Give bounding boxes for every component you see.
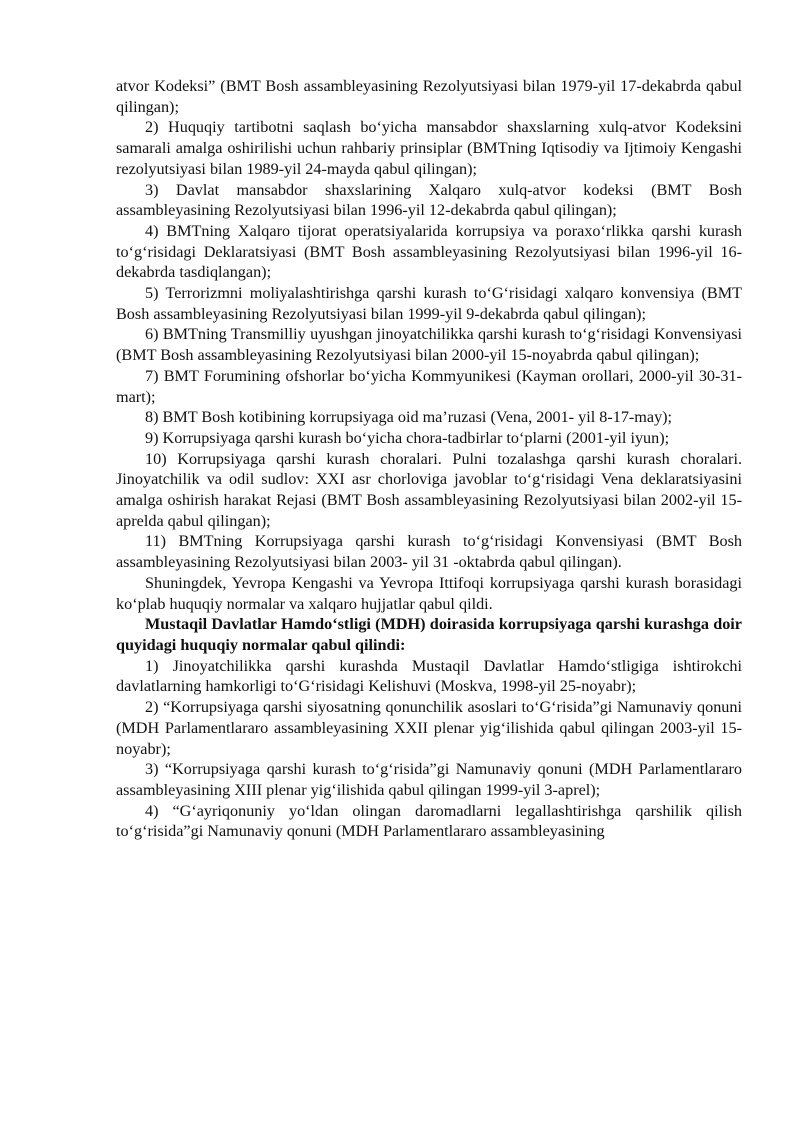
cis-list-item-3: 3) “Korrupsiyaga qarshi kurash to‘g‘risida”gi Namunaviy qonuni (MDH Parlamentlararo assambleyasining XIII plenar yig‘ilishida qabul qilingan 1999-yil 3-aprel); [116, 760, 742, 799]
list-item-4: 4) BMTning Xalqaro tijorat operatsiyalarida korrupsiya va poraxo‘rlikka qarshi kurash to‘g‘risidagi Deklaratsiyasi (BMT Bosh assambleyasining Rezolyutsiyasi bilan 1996-yil 16-dekabrda tasdiqlangan); [116, 221, 742, 282]
list-item-8: 8) BMT Bosh kotibining korrupsiyaga oid ma’ruzasi (Vena, 2001- yil 8-17-may); [145, 408, 673, 427]
document-page [116, 76, 742, 842]
cis-list-item-2: 2) “Korrupsiyaga qarshi siyosatning qonunchilik asoslari to‘G‘risida”gi Namunaviy qonuni (MDH Parlamentlararo assambleyasining XXII plenar yig‘ilishida qabul qilingan 2003-yil 15- noyabr); [116, 698, 742, 758]
cis-list-item-1: 1) Jinoyatchilikka qarshi kurashda Mustaqil Davlatlar Hamdo‘stligiga ishtirokchi davlatlarning hamkorligi to‘G‘risidagi Kelishuvi (Moskva, 1998-yil 25-noyabr); [116, 656, 742, 696]
list-item-10: 10) Korrupsiyaga qarshi kurash choralari. Pulni tozalashga qarshi kurash choralari. Jinoyatchilik va odil sudlov: XXI asr chorloviga javoblar to‘g‘risidagi Vena deklaratsiyasini amalga oshirish harakat Rejasi (BMT Bosh assambleyasining Rezolyutsiyasi bilan 2002-yil 15- aprelda qabul qilingan); [116, 449, 742, 530]
list-item-3: 3) Davlat mansabdor shaxslarining Xalqaro xulq-atvor kodeksi (BMT Bosh assambleyasining Rezolyutsiyasi bilan 1996-yil 12-dekabrda qabul qilingan); [116, 180, 742, 220]
list-item-9: 9) Korrupsiyaga qarshi kurash bo‘yicha chora-tadbirlar to‘plarni (2001-yil iyun); [145, 428, 670, 447]
paragraph-continuation: atvor Kodeksi” (BMT Bosh assambleyasining Rezolyutsiyasi bilan 1979-yil 17-dekabrda qabul qilingan); [116, 77, 742, 116]
section-heading-cis: Mustaqil Davlatlar Hamdo‘stligi (MDH) doirasida korrupsiyaga qarshi kurashga doir quyidagi huquqiy normalar qabul qilindi: [116, 615, 742, 654]
paragraph-europe: Shuningdek, Yevropa Kengashi va Yevropa Ittifoqi korrupsiyaga qarshi kurash borasidagi ko‘plab huquqiy normalar va xalqaro hujjatlar qabul qildi. [116, 573, 742, 613]
list-item-5: 5) Terrorizmni moliyalashtirishga qarshi kurash to‘G‘risidagi xalqaro konvensiya (BMT Bosh assambleyasining Rezolyutsiyasi bilan 1999-yil 9-dekabrda qabul qilingan); [116, 284, 742, 323]
list-item-7: 7) BMT Forumining ofshorlar bo‘yicha Kommyunikesi (Kayman orollari, 2000-yil 30-31-mart); [116, 366, 742, 406]
list-item-11: 11) BMTning Korrupsiyaga qarshi kurash to‘g‘risidagi Konvensiyasi (BMT Bosh assambleyasining Rezolyutsiyasi bilan 2003- yil 31 -oktabrda qabul qilingan). [116, 532, 742, 572]
cis-list-item-4: 4) “G‘ayriqonuniy yo‘ldan olingan daromadlarni legallashtirishga qarshilik qilish to‘g‘risida”gi Namunaviy qonuni (MDH Parlamentlararo assambleyasining [116, 801, 742, 841]
list-item-6: 6) BMTning Transmilliy uyushgan jinoyatchilikka qarshi kurash to‘g‘risidagi Konvensiyasi (BMT Bosh assambleyasining Rezolyutsiyasi bilan 2000-yil 15-noyabrda qabul qilingan); [116, 325, 742, 365]
list-item-2: 2) Huquqiy tartibotni saqlash bo‘yicha mansabdor shaxslarning xulq-atvor Kodeksini samarali amalga oshirilishi uchun rahbariy prinsiplar (BMTning Iqtisodiy va Ijtimoiy Kengashi rezolyutsiyasi bilan 1989-yil 24-mayda qabul qilingan); [116, 118, 742, 178]
